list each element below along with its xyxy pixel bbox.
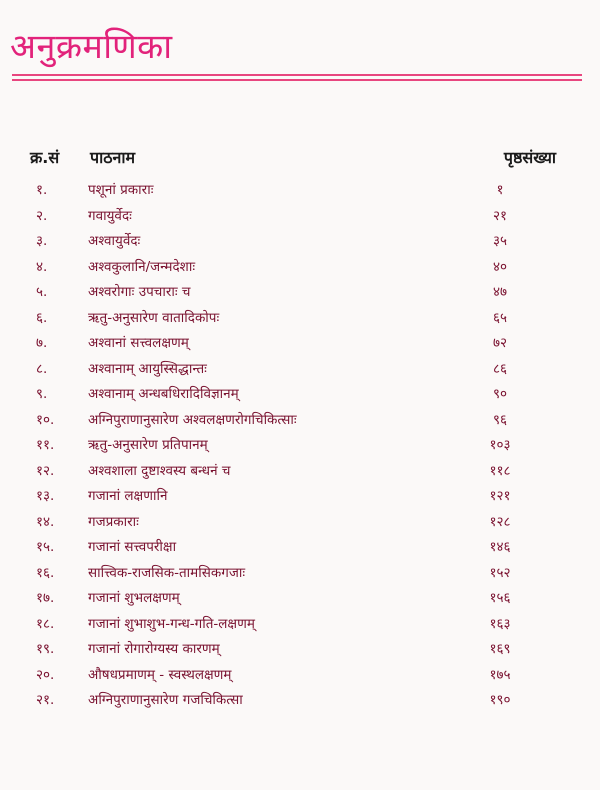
toc-row: [0, 635, 600, 661]
entry-page: १५२: [489, 564, 511, 581]
entry-number: ४.: [36, 258, 48, 275]
entry-title: गजानां सत्त्वपरीक्षा: [88, 539, 177, 555]
entry-number: २.: [36, 207, 48, 224]
toc-row: [0, 533, 600, 559]
entry-page: १४६: [489, 539, 511, 555]
entry-page: ८६: [492, 360, 508, 377]
toc-row: [0, 584, 600, 610]
entry-page: १५६: [489, 590, 511, 606]
entry-number: १०.: [36, 411, 55, 428]
entry-number: ५.: [36, 284, 48, 300]
entry-page: १२१: [489, 488, 511, 504]
table-of-contents: [0, 176, 600, 712]
entry-number: ६.: [36, 309, 48, 326]
toc-row: [0, 329, 600, 355]
toc-row: [0, 508, 600, 534]
entry-page: ४७: [492, 284, 508, 300]
entry-number: ९.: [36, 386, 48, 402]
entry-title: सात्त्विक-राजसिक-तामसिकगजाः: [88, 564, 246, 581]
toc-row: [0, 202, 600, 228]
entry-page: ७२: [492, 335, 508, 351]
toc-row: [0, 253, 600, 279]
entry-number: १३.: [36, 488, 55, 504]
entry-number: १८.: [36, 615, 55, 632]
entry-page: ३५: [492, 233, 508, 249]
entry-title: गवायुर्वेदः: [88, 207, 132, 224]
toc-row: [0, 304, 600, 330]
toc-row: [0, 482, 600, 508]
entry-title: अश्वकुलानि/जन्मदेशाः: [88, 258, 196, 275]
entry-number: १५.: [36, 539, 55, 555]
entry-number: २१.: [36, 692, 55, 708]
entry-page: ११८: [489, 462, 511, 479]
toc-row: [0, 380, 600, 406]
entry-number: २०.: [36, 666, 55, 683]
title-rule-bottom: [12, 79, 582, 81]
entry-page: ४०: [492, 258, 508, 275]
entry-title: अग्निपुराणानुसारेण गजचिकित्सा: [88, 692, 243, 708]
entry-page: ६५: [492, 309, 508, 326]
entry-title: अग्निपुराणानुसारेण अश्वलक्षणरोगचिकित्साः: [88, 411, 297, 428]
entry-number: ७.: [36, 335, 48, 351]
toc-row: [0, 406, 600, 432]
entry-title: गजानां रोगारोग्यस्य कारणम्: [88, 641, 220, 657]
toc-row: [0, 686, 600, 712]
toc-row: [0, 610, 600, 636]
toc-row: [0, 457, 600, 483]
toc-row: [0, 559, 600, 585]
entry-page: १६३: [489, 615, 511, 632]
entry-page: १७५: [489, 666, 511, 683]
page-title: अनुक्रमणिका: [10, 27, 173, 67]
entry-number: १९.: [36, 641, 55, 657]
entry-title: औषधप्रमाणम् - स्वस्थलक्षणम्: [88, 666, 232, 683]
toc-row: [0, 278, 600, 304]
entry-title: अश्वानां सत्त्वलक्षणम्: [88, 335, 189, 351]
entry-title: गजानां शुभाशुभ-गन्ध-गति-लक्षणम्: [88, 615, 255, 632]
entry-title: गजानां लक्षणानि: [88, 488, 168, 504]
entry-title: अश्वशाला दुष्टाश्वस्य बन्धनं च: [88, 462, 231, 479]
entry-title: अश्वायुर्वेदः: [88, 233, 141, 249]
column-header-number: क्र.सं: [30, 148, 60, 167]
entry-number: १.: [36, 182, 48, 198]
entry-page: १०३: [489, 437, 511, 453]
entry-number: ३.: [36, 233, 48, 249]
entry-page: १: [496, 182, 504, 198]
toc-row: [0, 227, 600, 253]
column-header-page: पृष्ठसंख्या: [503, 148, 556, 167]
entry-number: १२.: [36, 462, 55, 479]
entry-page: १९०: [489, 692, 511, 708]
toc-row: [0, 176, 600, 202]
entry-title: अश्वानाम् आयुस्सिद्धान्तः: [88, 360, 207, 377]
entry-title: गजप्रकाराः: [88, 513, 139, 530]
entry-number: १६.: [36, 564, 55, 581]
entry-number: १७.: [36, 590, 55, 606]
entry-number: ११.: [36, 437, 55, 453]
entry-title: ऋतु-अनुसारेण वातादिकोपः: [88, 309, 220, 326]
entry-page: ९०: [492, 386, 508, 402]
toc-row: [0, 661, 600, 687]
entry-title: अश्वरोगाः उपचाराः च: [88, 284, 191, 300]
column-header-chapter: पाठनाम: [90, 148, 136, 167]
entry-number: ८.: [36, 360, 48, 377]
entry-page: २१: [492, 207, 508, 224]
entry-title: अश्वानाम् अन्धबधिरादिविज्ञानम्: [88, 386, 239, 402]
entry-title: गजानां शुभलक्षणम्: [88, 590, 180, 606]
entry-title: पशूनां प्रकाराः: [88, 182, 154, 198]
entry-page: ९६: [492, 411, 508, 428]
title-rule-top: [12, 74, 582, 76]
entry-page: १६९: [489, 641, 511, 657]
entry-title: ऋतु-अनुसारेण प्रतिपानम्: [88, 437, 208, 453]
toc-row: [0, 355, 600, 381]
entry-number: १४.: [36, 513, 55, 530]
entry-page: १२८: [489, 513, 511, 530]
toc-row: [0, 431, 600, 457]
